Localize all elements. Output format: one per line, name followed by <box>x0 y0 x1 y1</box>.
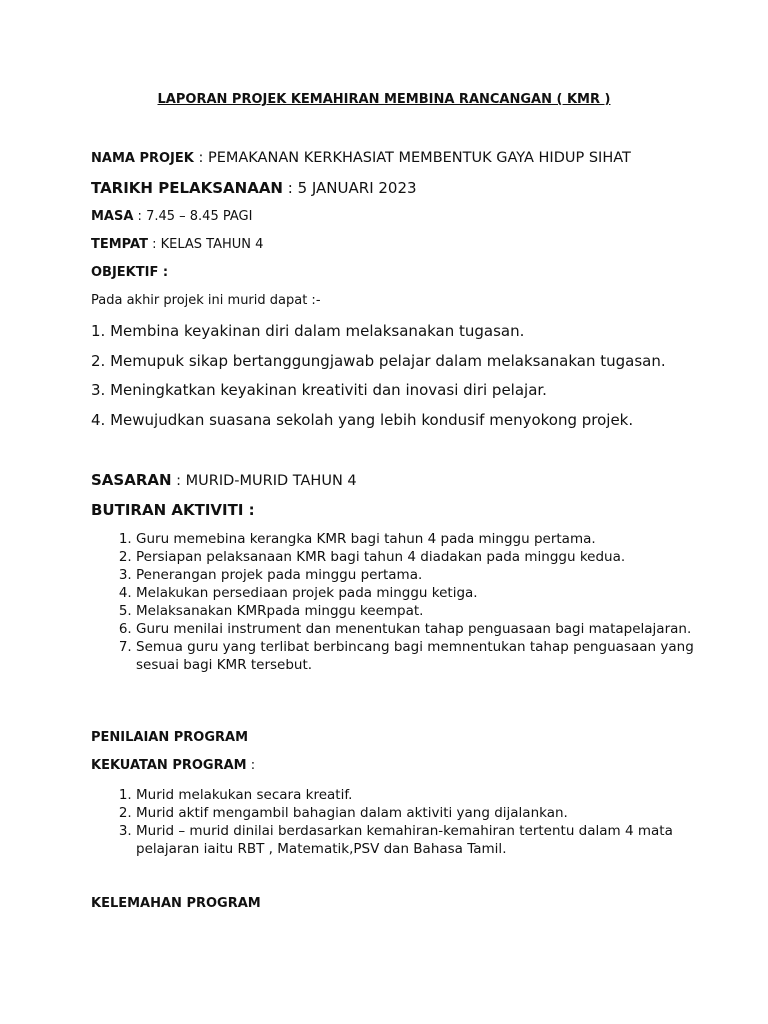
kekuatan-line <box>91 758 255 773</box>
objektif-item: 2. Memupuk sikap bertanggungjawab pelajar dalam melaksanakan tugasan. <box>91 352 666 370</box>
butiran-item: 5. Melaksanakan KMRpada minggu keempat. <box>136 602 736 620</box>
sasaran-label: SASARAN <box>91 471 172 489</box>
kekuatan-item: 2. Murid aktif mengambil bahagian dalam aktiviti yang dijalankan. <box>136 804 736 822</box>
nama-projek-label: NAMA PROJEK <box>91 151 194 166</box>
tarikh-line <box>91 179 417 197</box>
sasaran-line <box>91 471 357 489</box>
nama-projek-line <box>91 150 631 166</box>
tempat-label: TEMPAT <box>91 237 148 252</box>
report-title: LAPORAN PROJEK KEMAHIRAN MEMBINA RANCANGAN ( KMR ) <box>157 92 611 107</box>
objektif-heading: OBJEKTIF : <box>91 265 169 280</box>
kekuatan-list <box>91 786 736 858</box>
masa-value: : 7.45 – 8.45 PAGI <box>133 209 253 224</box>
butiran-item: 1. Guru memebina kerangka KMR bagi tahun 4 pada minggu pertama. <box>136 530 736 548</box>
tempat-value: : KELAS TAHUN 4 <box>147 237 264 252</box>
butiran-item: 6. Guru menilai instrument dan menentukan tahap penguasaan bagi matapelajaran. <box>136 620 736 638</box>
butiran-item: 2. Persiapan pelaksanaan KMR bagi tahun 4 diadakan pada minggu kedua. <box>136 548 736 566</box>
tarikh-label: TARIKH PELAKSANAAN <box>91 179 283 197</box>
penilaian-heading: PENILAIAN PROGRAM <box>91 730 249 745</box>
masa-label: MASA <box>91 209 134 224</box>
masa-line <box>91 209 252 224</box>
kekuatan-label: KEKUATAN PROGRAM <box>91 758 247 773</box>
objektif-intro: Pada akhir projek ini murid dapat :- <box>91 293 321 308</box>
sasaran-value: : MURID-MURID TAHUN 4 <box>171 473 357 489</box>
objektif-item: 1. Membina keyakinan diri dalam melaksanakan tugasan. <box>91 322 525 340</box>
kelemahan-heading: KELEMAHAN PROGRAM <box>91 896 261 911</box>
kekuatan-suffix: : <box>246 758 256 773</box>
nama-projek-value: : PEMAKANAN KERKHASIAT MEMBENTUK GAYA HIDUP SIHAT <box>193 150 631 166</box>
tempat-line <box>91 237 263 252</box>
butiran-item: 3. Penerangan projek pada minggu pertama. <box>136 566 736 584</box>
objektif-item: 4. Mewujudkan suasana sekolah yang lebih kondusif menyokong projek. <box>91 411 634 429</box>
kekuatan-item: 3. Murid – murid dinilai berdasarkan kemahiran-kemahiran tertentu dalam 4 mata pelajaran iaitu RBT , Matematik,PSV dan Bahasa Tamil. <box>136 822 736 858</box>
butiran-heading: BUTIRAN AKTIVITI : <box>91 501 255 519</box>
butiran-list <box>91 530 736 674</box>
kekuatan-item: 1. Murid melakukan secara kreatif. <box>136 786 736 804</box>
butiran-item: 7. Semua guru yang terlibat berbincang bagi memnentukan tahap penguasaan yang sesuai bagi KMR tersebut. <box>136 638 736 674</box>
tarikh-value: : 5 JANUARI 2023 <box>282 179 417 197</box>
objektif-item: 3. Meningkatkan keyakinan kreativiti dan inovasi diri pelajar. <box>91 381 547 399</box>
butiran-item: 4. Melakukan persediaan projek pada minggu ketiga. <box>136 584 736 602</box>
